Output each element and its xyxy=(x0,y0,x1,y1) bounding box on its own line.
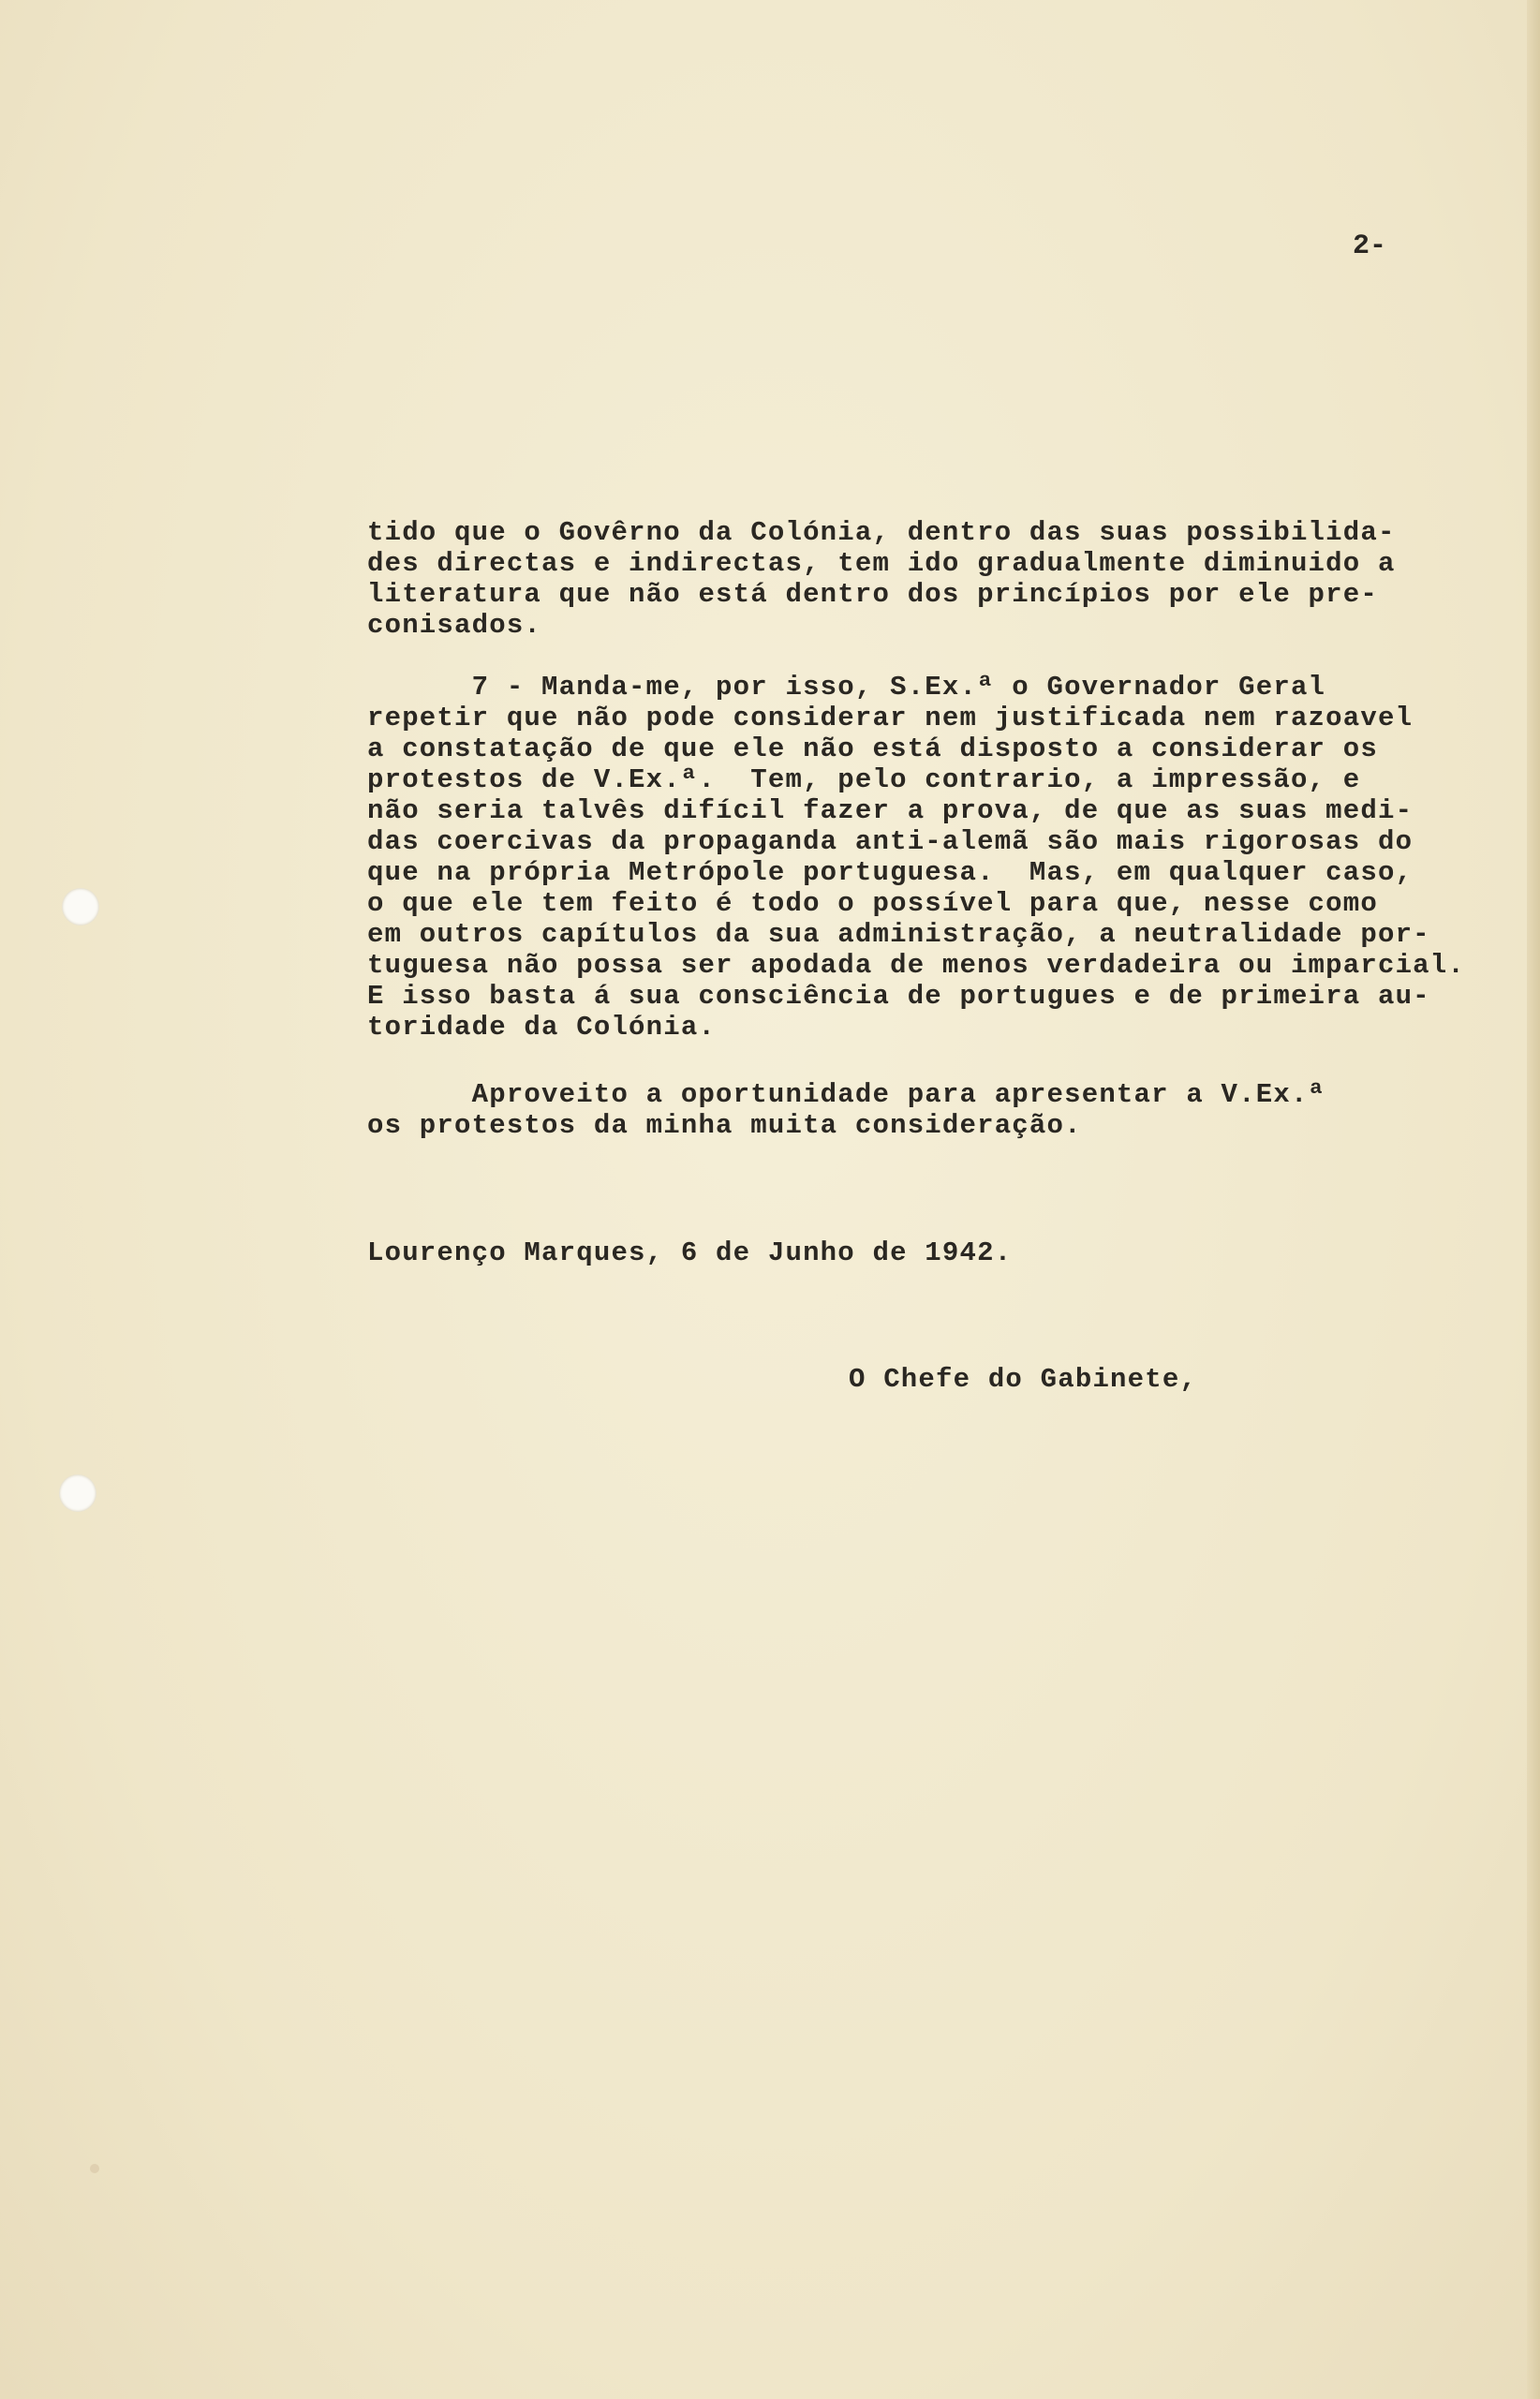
punch-hole xyxy=(62,888,99,926)
text-line: Aproveito a oportunidade para apresentar a V.Ex.ª xyxy=(367,1079,1326,1110)
punch-hole xyxy=(59,1474,96,1512)
paper-stain xyxy=(90,2164,99,2173)
page-number: 2- xyxy=(1353,230,1387,262)
text-line: não seria talvês difícil fazer a prova, de que as suas medi- xyxy=(367,795,1414,826)
text-line: repetir que não pode considerar nem justificada nem razoavel xyxy=(367,703,1414,733)
text-line: que na própria Metrópole portuguesa. Mas, em qualquer caso, xyxy=(367,857,1414,888)
text-line: o que ele tem feito é todo o possível para que, nesse como xyxy=(367,888,1378,919)
place-date: Lourenço Marques, 6 de Junho de 1942. xyxy=(367,1237,1013,1268)
text-line: des directas e indirectas, tem ido gradualmente diminuido a xyxy=(367,548,1396,579)
text-line: conisados. xyxy=(367,610,542,641)
signature-title: O Chefe do Gabinete, xyxy=(849,1364,1198,1395)
text-line: em outros capítulos da sua administração, a neutralidade por- xyxy=(367,919,1430,950)
text-line: a constatação de que ele não está disposto a considerar os xyxy=(367,733,1378,764)
text-line: os protestos da minha muita consideração. xyxy=(367,1110,1082,1141)
text-line: das coercivas da propaganda anti-alemã são mais rigorosas do xyxy=(367,826,1414,857)
text-line: 7 - Manda-me, por isso, S.Ex.ª o Governador Geral xyxy=(367,672,1326,703)
text-line: tuguesa não possa ser apodada de menos verdadeira ou imparcial. xyxy=(367,950,1465,981)
text-line: toridade da Colónia. xyxy=(367,1012,717,1043)
text-line: tido que o Govêrno da Colónia, dentro das suas possibilida- xyxy=(367,517,1396,548)
text-line: E isso basta á sua consciência de portugues e de primeira au- xyxy=(367,981,1430,1012)
text-line: protestos de V.Ex.ª. Tem, pelo contrario, a impressão, e xyxy=(367,764,1361,795)
paper-edge xyxy=(1527,0,1540,2399)
text-line: literatura que não está dentro dos princípios por ele pre- xyxy=(367,579,1378,610)
